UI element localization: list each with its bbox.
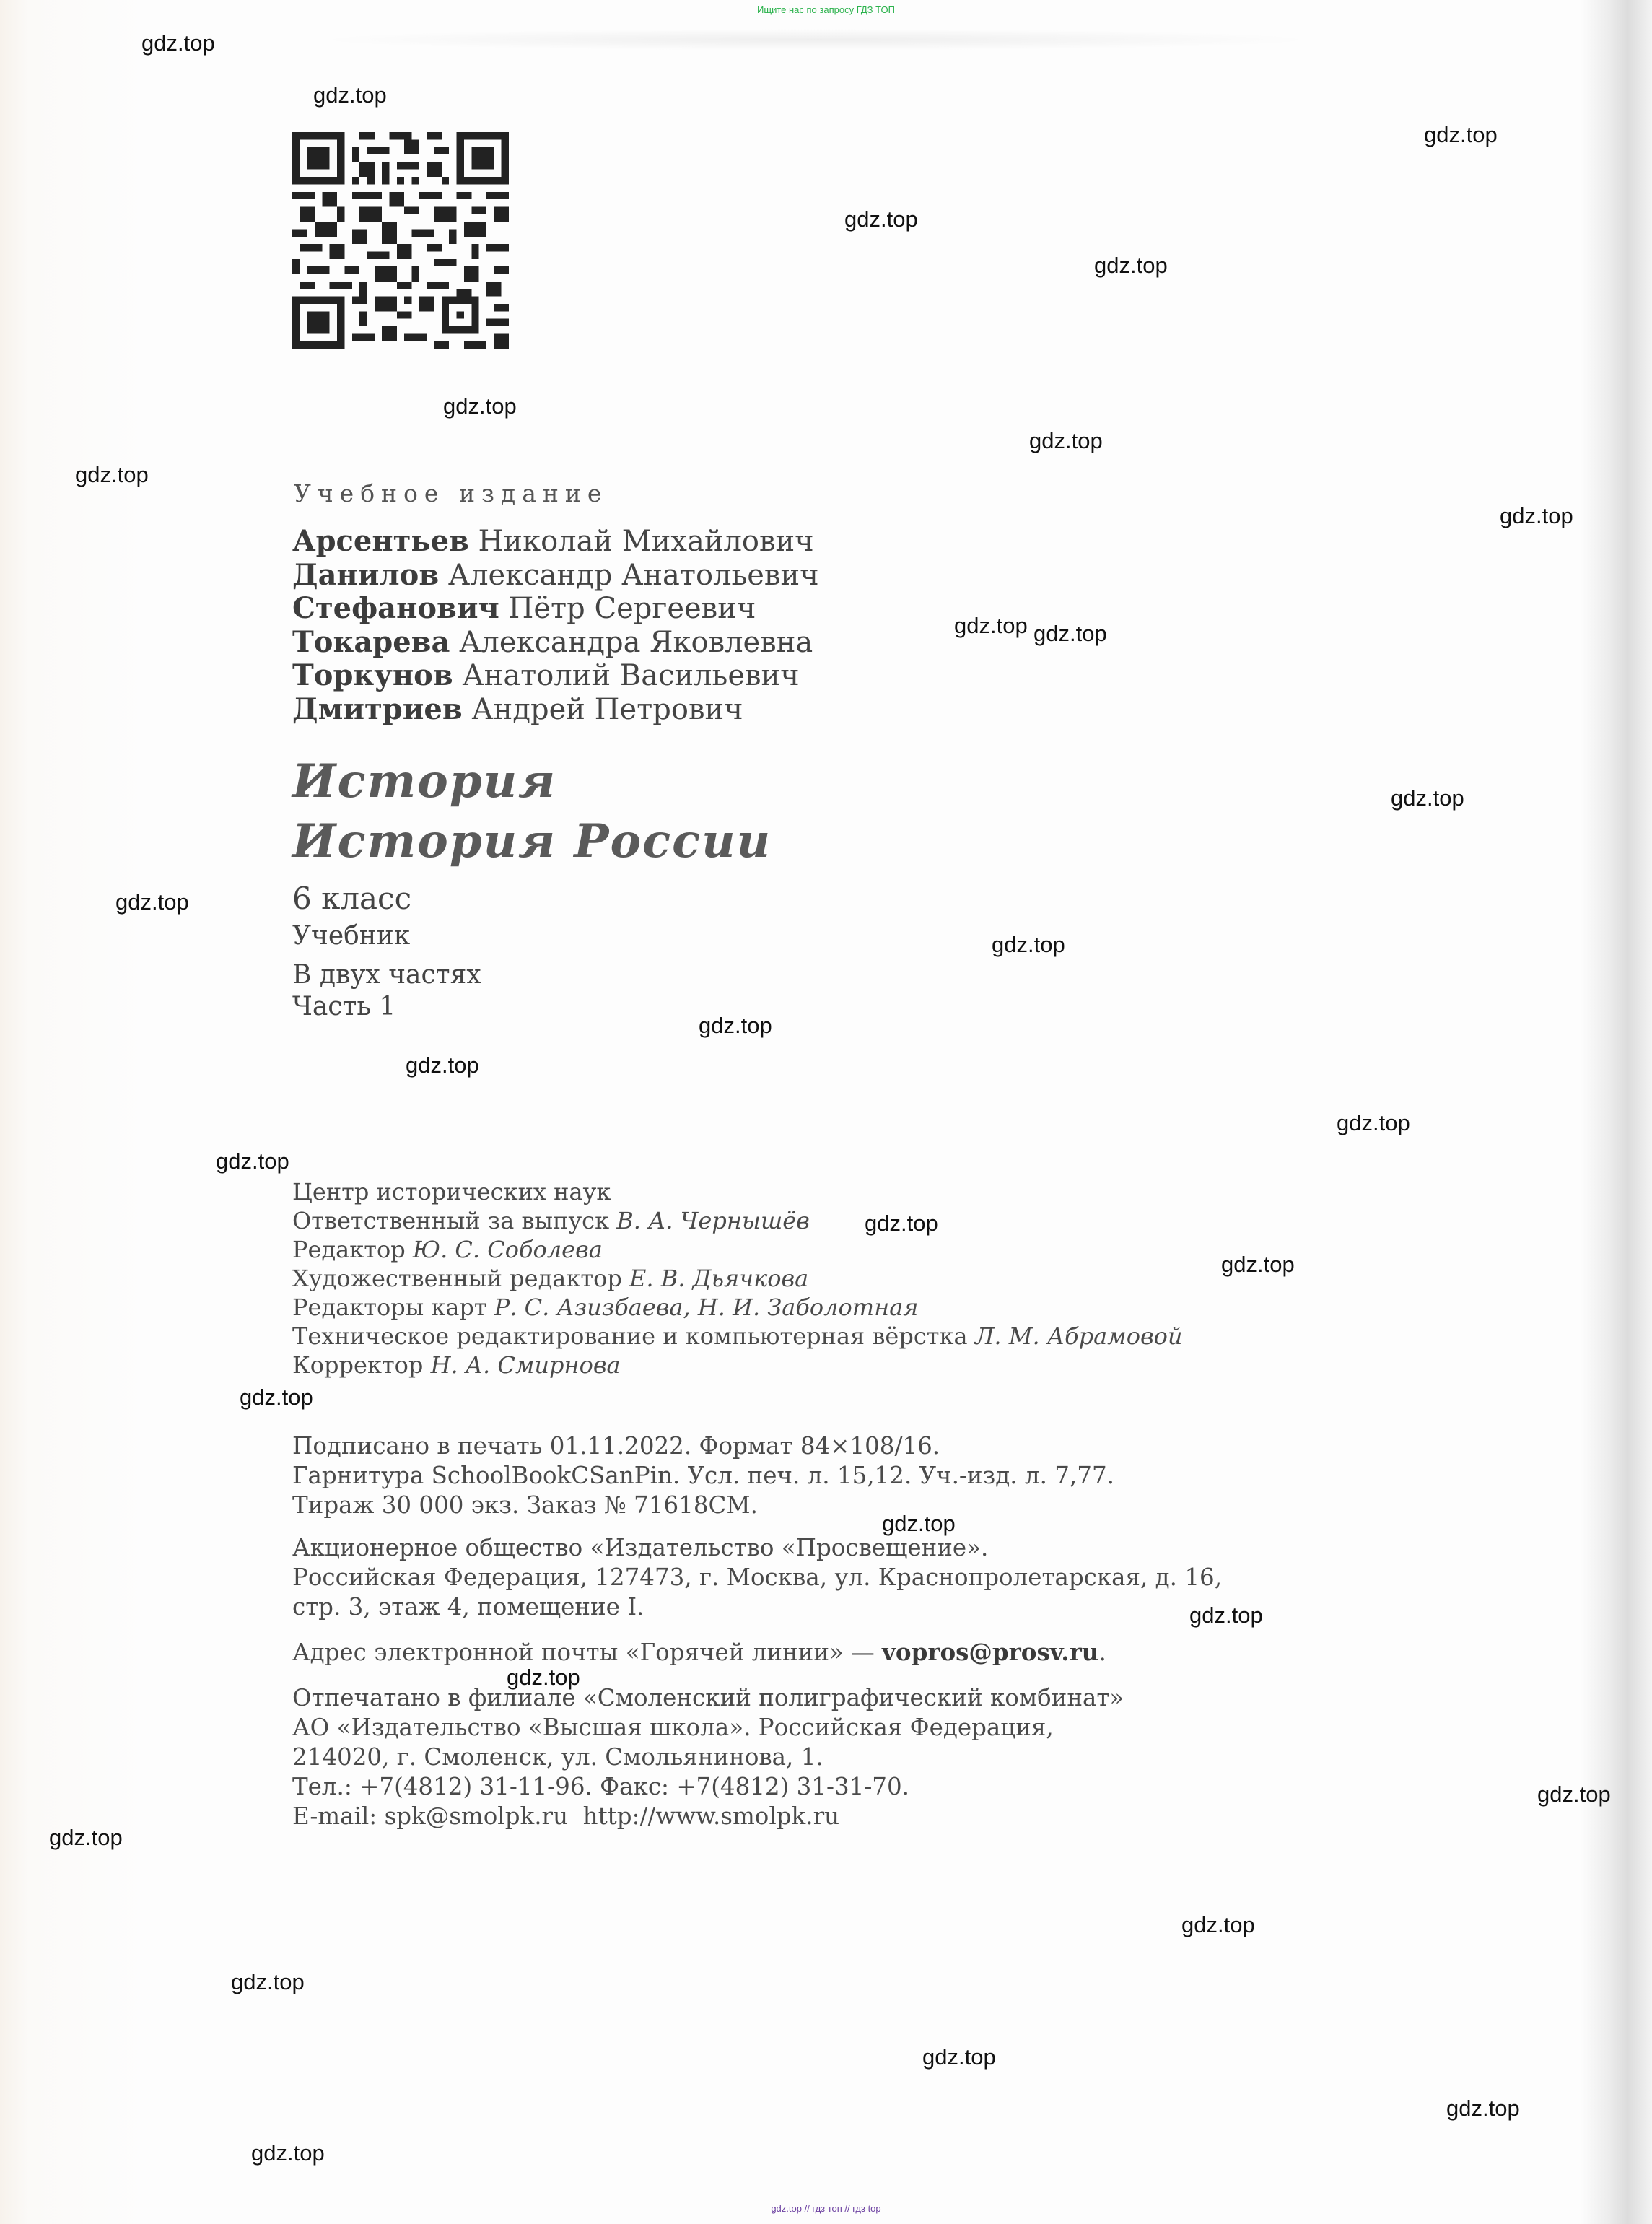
watermark: gdz.top (699, 1013, 772, 1038)
book-subtitle: История России (292, 814, 772, 868)
publisher-line: Акционерное общество «Издательство «Просвещение». (292, 1534, 989, 1561)
watermark: gdz.top (216, 1148, 289, 1174)
printer-line: Отпечатано в филиале «Смоленский полиграфический комбинат» (292, 1684, 1124, 1711)
author: Дмитриев Андрей Петрович (292, 692, 743, 726)
author: Данилов Александр Анатольевич (292, 557, 819, 592)
author: Токарева Александра Яковлевна (292, 624, 813, 659)
printer-line: Тел.: +7(4812) 31-11-96. Факс: +7(4812) 31-31-70. (292, 1773, 909, 1800)
print-line: Подписано в печать 01.11.2022. Формат 84×108/16. (292, 1432, 940, 1460)
watermark: gdz.top (1221, 1252, 1295, 1277)
book-type: Учебник (292, 921, 411, 951)
grade: 6 класс (292, 881, 412, 916)
watermark: gdz.top (507, 1665, 580, 1690)
publisher-info (292, 1533, 1222, 1622)
publisher-line: стр. 3, этаж 4, помещение I. (292, 1593, 644, 1621)
watermark: gdz.top (922, 2044, 996, 2070)
watermark: gdz.top (1500, 503, 1573, 528)
watermark: gdz.top (1181, 1912, 1255, 1937)
staff-line: Художественный редактор Е. В. Дьячкова (292, 1265, 809, 1292)
author: Арсентьев Николай Михайлович (292, 524, 814, 558)
printer-info (292, 1683, 1124, 1831)
watermark: gdz.top (1337, 1110, 1410, 1135)
top-banner[interactable]: Ищите нас по запросу ГДЗ ТОП (757, 4, 895, 15)
printer-line: АО «Издательство «Высшая школа». Российская Федерация, (292, 1714, 1054, 1741)
watermark: gdz.top (251, 2140, 325, 2166)
print-line: Тираж 30 000 экз. Заказ № 71618СМ. (292, 1491, 759, 1519)
author: Торкунов Анатолий Васильевич (292, 658, 800, 692)
staff-line: Ответственный за выпуск В. А. Чернышёв (292, 1207, 810, 1234)
watermark: gdz.top (1033, 621, 1107, 646)
watermark: gdz.top (1029, 428, 1103, 453)
qr-code-icon[interactable] (292, 132, 509, 349)
staff-line: Редакторы карт Р. С. Азизбаева, Н. И. Заболотная (292, 1294, 919, 1321)
watermark: gdz.top (49, 1825, 123, 1850)
watermark: gdz.top (406, 1052, 479, 1078)
hotline-label: Адрес электронной почты «Горячей линии» — (292, 1639, 883, 1666)
watermark: gdz.top (443, 393, 517, 419)
watermark: gdz.top (240, 1384, 313, 1410)
parts-info: В двух частях (292, 960, 481, 990)
watermark: gdz.top (75, 462, 149, 487)
print-line: Гарнитура SchoolBookCSanPin. Усл. печ. л. 15,12. Уч.-изд. л. 7,77. (292, 1462, 1114, 1489)
print-info (292, 1431, 1114, 1520)
author: Стефанович Пётр Сергеевич (292, 591, 756, 625)
watermark: gdz.top (1537, 1782, 1611, 1807)
edition-label: Учебное издание (294, 479, 608, 507)
publisher-line: Российская Федерация, 127473, г. Москва, ул. Краснопролетарская, д. 16, (292, 1564, 1223, 1591)
watermark: gdz.top (954, 613, 1028, 638)
watermark: gdz.top (1424, 122, 1498, 147)
staff-line: Техническое редактирование и компьютерная вёрстка Л. М. Абрамовой (292, 1322, 1183, 1350)
staff-list (292, 1177, 1182, 1379)
hotline-info (292, 1637, 1106, 1667)
watermark: gdz.top (992, 932, 1065, 957)
watermark: gdz.top (141, 30, 215, 56)
book-title: История (292, 754, 557, 808)
watermark: gdz.top (882, 1511, 956, 1536)
hotline-email[interactable]: vopros@prosv.ru (882, 1638, 1099, 1666)
watermark: gdz.top (313, 82, 387, 108)
watermark: gdz.top (1446, 2096, 1520, 2121)
watermark: gdz.top (865, 1211, 938, 1236)
scan-shadow (310, 29, 1321, 51)
staff-line: Корректор Н. А. Смирнова (292, 1351, 621, 1379)
watermark: gdz.top (1189, 1602, 1263, 1628)
watermark: gdz.top (115, 889, 189, 915)
hotline-end: . (1098, 1639, 1106, 1666)
part-number: Часть 1 (292, 992, 396, 1021)
bottom-banner[interactable]: gdz.top // гдз топ // гдз top (771, 2203, 881, 2214)
authors-list (292, 525, 819, 726)
printer-line: 214020, г. Смоленск, ул. Смольянинова, 1. (292, 1743, 823, 1771)
staff-line: Редактор Ю. С. Соболева (292, 1236, 603, 1263)
watermark: gdz.top (1391, 785, 1464, 811)
watermark: gdz.top (231, 1969, 305, 1994)
watermark: gdz.top (1094, 253, 1168, 278)
staff-line: Центр исторических наук (292, 1178, 611, 1205)
watermark: gdz.top (844, 206, 918, 232)
printer-contacts[interactable]: E-mail: spk@smolpk.ru http://www.smolpk.ru (292, 1802, 840, 1830)
